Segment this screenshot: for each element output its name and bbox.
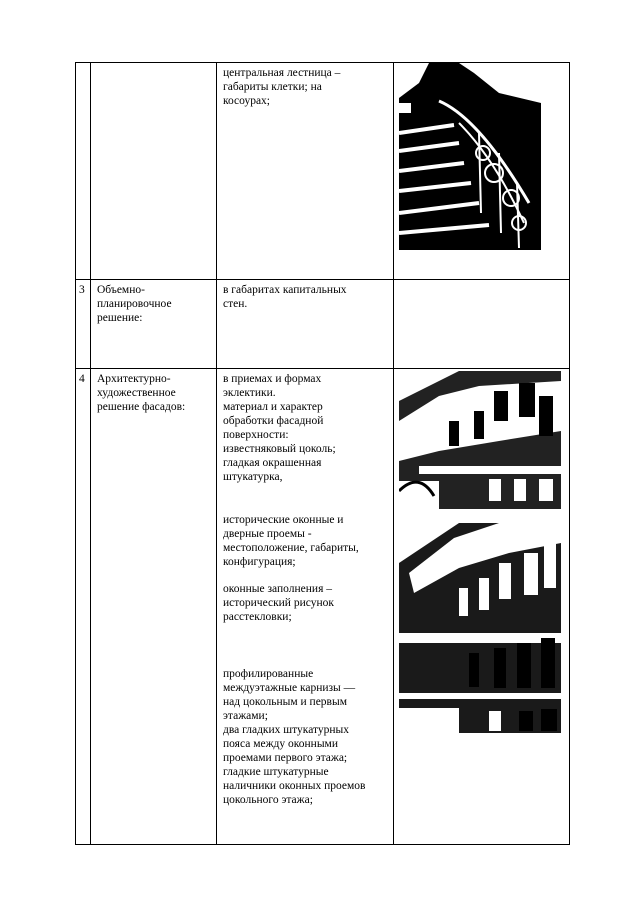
description-cell: в габаритах капитальных стен. [217, 280, 394, 369]
staircase-description: центральная лестница – габариты клетки; на косоурах; [223, 67, 341, 107]
row-number-cell [76, 63, 91, 280]
description-cell [217, 369, 394, 845]
description-cell [217, 63, 394, 280]
table-row-3 [76, 280, 570, 369]
window-fillings-text: оконные заполнения – исторический рисунок расстекловки; [223, 583, 334, 623]
row-number-cell: 3 [76, 280, 91, 369]
table-row-staircase [76, 63, 570, 280]
photo-cell [394, 369, 570, 845]
staircase-photo [399, 63, 541, 250]
item-name-cell: Архитектурно- художественное решение фасадов: [91, 369, 217, 845]
style-and-finish-text: в приемах и формах эклектики. материал и характер обработки фасадной поверхности: известняковый цоколь; гладкая окрашенная штукатурка, [223, 373, 336, 483]
openings-text: исторические оконные и дверные проемы - местоположение, габариты, конфигурация; [223, 514, 359, 568]
table-row-4 [76, 369, 570, 845]
row-number-cell: 4 [76, 369, 91, 845]
photo-cell [394, 63, 570, 280]
item-name-cell [91, 63, 217, 280]
cornices-text: профилированные междуэтажные карнизы — над цокольным и первым этажами; два гладких штукатурных пояса между оконными проемами первого этажа; гладкие штукатурные наличники оконных проемов цокольного этажа; [223, 668, 366, 806]
facade-photo-1 [399, 371, 561, 509]
specification-table [75, 62, 570, 845]
photo-cell [394, 280, 570, 369]
item-name-cell: Объемно- планировочное решение: [91, 280, 217, 369]
facade-photo-2 [399, 523, 561, 733]
